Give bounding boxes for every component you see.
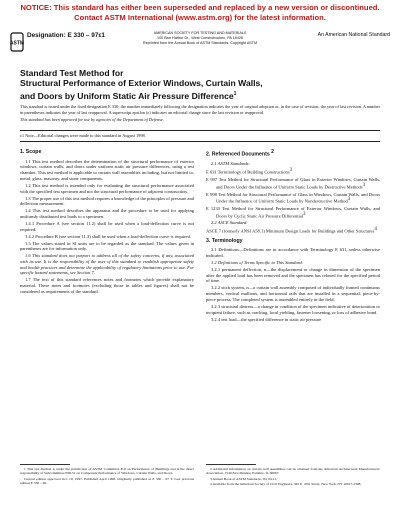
paragraph: 3.2.4 test load—the specified difference in static air pressure xyxy=(211,316,322,322)
intro-block xyxy=(20,104,380,125)
title-line: Standard Test Method for xyxy=(20,68,124,78)
paragraph: 1.4.2 Procedure B (see section 11.3) shall be used when a load-deflection curve is required. xyxy=(25,233,191,239)
footnote-mark: 3 xyxy=(347,197,351,203)
footnotes-right xyxy=(206,467,380,488)
paragraph: 1.4.1 Procedure A (see section 11.2) shall be used when a load-deflection curve is not required. xyxy=(20,220,194,232)
svg-text:ASTM: ASTM xyxy=(10,40,24,47)
document-title xyxy=(20,68,380,101)
footnote-mark: 3 xyxy=(362,182,366,188)
subsection: 2.2 ASCE Standard: xyxy=(211,220,248,226)
editorial-note: ε1 Note—Editorial changes were made to this standard in August 1998. xyxy=(20,133,146,138)
left-column xyxy=(20,146,194,296)
paragraph: 3.2 Definitions of Terms Specific to This Standard: xyxy=(211,260,304,266)
right-column xyxy=(206,146,380,324)
reference-item xyxy=(206,192,380,205)
section-heading xyxy=(206,150,380,158)
paragraph: 3.2.2 stick system, n—a curtain wall assembly composed of individually framed continuous members, vertical mullions, and horizontal rails that are installed in a sequential, piece-by-piece process. The completed system is assembled entirely in the field. xyxy=(206,285,380,302)
reference-item xyxy=(206,227,380,234)
footnote-mark: 4 xyxy=(374,227,377,233)
paragraph: 3.2.1 permanent deflection, n—the displacement or change in dimension of the specimen after the applied load has been removed and the specimen has relaxed for the specified period of time. xyxy=(206,267,380,284)
reference-item xyxy=(206,168,380,175)
title-line xyxy=(20,89,380,101)
divider xyxy=(20,130,380,131)
subsection: 2.1 ASTM Standards: xyxy=(211,161,251,167)
address-line: AMERICAN SOCIETY FOR TESTING AND MATERIALS xyxy=(153,31,247,35)
reference-text: ASCE 7 (formerly ANSI A58.1) Minimum Design Loads for Buildings and Other Structures xyxy=(206,228,375,234)
reference-item xyxy=(206,206,380,219)
address-line: 100 Barr Harbor Dr., West Conshohocken, PA 19428 xyxy=(157,36,243,41)
paragraph: 1.6 This standard does not purport to address all of the safety concerns, if any, associated with its use. It is the responsibility of the user of this standard to establish appropriate safety and health practices and determine the applicability of regulatory limitations prior to use. For specific hazard statements, see Section 7. xyxy=(20,253,194,276)
designation: Designation: E 330 – 97ε1 xyxy=(27,32,105,39)
american-national-standard-label: An American National Standard xyxy=(317,32,390,38)
footnote-mark: 3 xyxy=(289,168,293,174)
footnote-mark: 2 xyxy=(271,149,274,155)
astm-logo-icon xyxy=(10,32,24,52)
section-heading: 1. Scope xyxy=(20,149,42,155)
supersession-notice: NOTICE: This standard has either been superseded and replaced by a new version or discontinued. Contact ASTM International (www.astm.org) for the latest information. xyxy=(20,3,380,22)
title-line: Structural Performance of Exterior Windows, Curtain Walls, xyxy=(20,78,263,89)
footnote: 3 Annual Book of ASTM Standards, Vol 04.11. xyxy=(210,476,277,481)
footnotes-left xyxy=(20,467,194,487)
reference-text: E 1233 Test Method for Structural Performance of Exterior Windows, Curtain Walls, and Doors by Cyclic Static Air Pressure Differential xyxy=(206,206,380,219)
section-heading: 3. Terminology xyxy=(206,237,243,244)
dod-approval: This standard has been approved for use by agencies of the Department of Defense. xyxy=(20,117,164,122)
paragraph: 1.4 This test method describes the apparatus and the procedure to be used for applying uniformly distributed test loads to a specimen. xyxy=(20,208,194,219)
reference-text: E 998 Test Method for Structural Performance of Glass in Windows, Curtain Walls, and Doors Under the Influence of Uniform Static Loads by Nondestructive Method xyxy=(206,191,380,204)
paragraph: 1.3 The proper use of this test method requires a knowledge of the principles of pressure and deflection measurement. xyxy=(20,195,194,207)
paragraph: 1.7 The text of this standard references notes and footnotes which provide explanatory material. These notes and footnotes (excluding those in tables and figures) shall not be considered as requirements of the standard. xyxy=(20,277,194,294)
footnote-mark: 3 xyxy=(303,211,306,217)
title-line-text: and Doors by Uniform Static Air Pressure Difference xyxy=(20,90,234,101)
footnote: 2 Additional information on curtain wall assemblies can be obtained from the American Architectural Manufacturers' Association, 1540 East Dundee, Palatine, IL 60067. xyxy=(206,467,380,476)
publisher-address xyxy=(100,31,300,47)
document-header xyxy=(0,29,400,61)
reference-item xyxy=(206,177,380,190)
reference-text: E 997 Test Method for Structural Performance of Glass in Exterior Windows, Curtain Walls, and Doors Under the Influence of Uniform Static Loads by Destructive Methods xyxy=(206,177,380,190)
footnote: 1 This test method is under the jurisdiction of ASTM Committee E-6 on Performance of Buildings and is the direct responsibility of Subcommittee E06.51 on Component Performance of Windows, Curtain Walls, and Doors. xyxy=(20,467,194,476)
divider xyxy=(20,141,380,142)
paragraph: 3.1 Definitions—Definitions are in accordance with Terminology E 631, unless otherwise indicated. xyxy=(206,247,380,259)
reference-text: E 631 Terminology of Building Constructions xyxy=(206,169,290,175)
paragraph: 1.5 The values stated in SI units are to be regarded as the standard. The values given in parentheses are for information only. xyxy=(20,240,194,252)
address-line: Reprinted from the Annual Book of ASTM Standards. Copyright ASTM xyxy=(142,41,258,46)
footnote: Current edition approved Oct. 10, 1997. Published April 1998. Originally published as E 330 – 67 T. Last previous edition E 330 – 96. xyxy=(20,476,194,486)
paragraph: 1.2 This test method is intended only for evaluating the structural performance associated with the specified test specimen and not the structural performance of adjacent construction. xyxy=(20,182,194,194)
heading-text: 2. Referenced Documents xyxy=(206,151,270,158)
footnote-separator xyxy=(206,464,256,465)
paragraph: 3.2.3 structural distress—a change in condition of the specimen indicative of deterioration or incipient failure, such as cracking, local yielding, fastener loosening, or loss of adhesive bond. xyxy=(206,303,380,315)
footnote-mark: 1 xyxy=(233,90,237,97)
intro-paragraph: This standard is issued under the fixed designation E 330; the number immediately following the designation indicates the year of original adoption or, in the case of revision, the year of last revision. A number in parentheses indicates the year of last reapproval. A superscript epsilon (ε) indicates an editorial change since the last revision or reapproval. xyxy=(20,104,380,115)
footnote: 4 Available from the American Society of Civil Engineers, 345 E. 47th Street, New York, NY 10017-2398. xyxy=(210,482,362,487)
footnote-separator xyxy=(20,464,70,465)
paragraph: 1.1 This test method describes the determination of the structural performance of exterior windows, curtain walls, and doors under uniform static air pressure differences, using a test chamber. This test method is applicable to curtain wall assemblies including, but not limited to, metal, glass, masonry, and stone components. xyxy=(20,158,194,181)
